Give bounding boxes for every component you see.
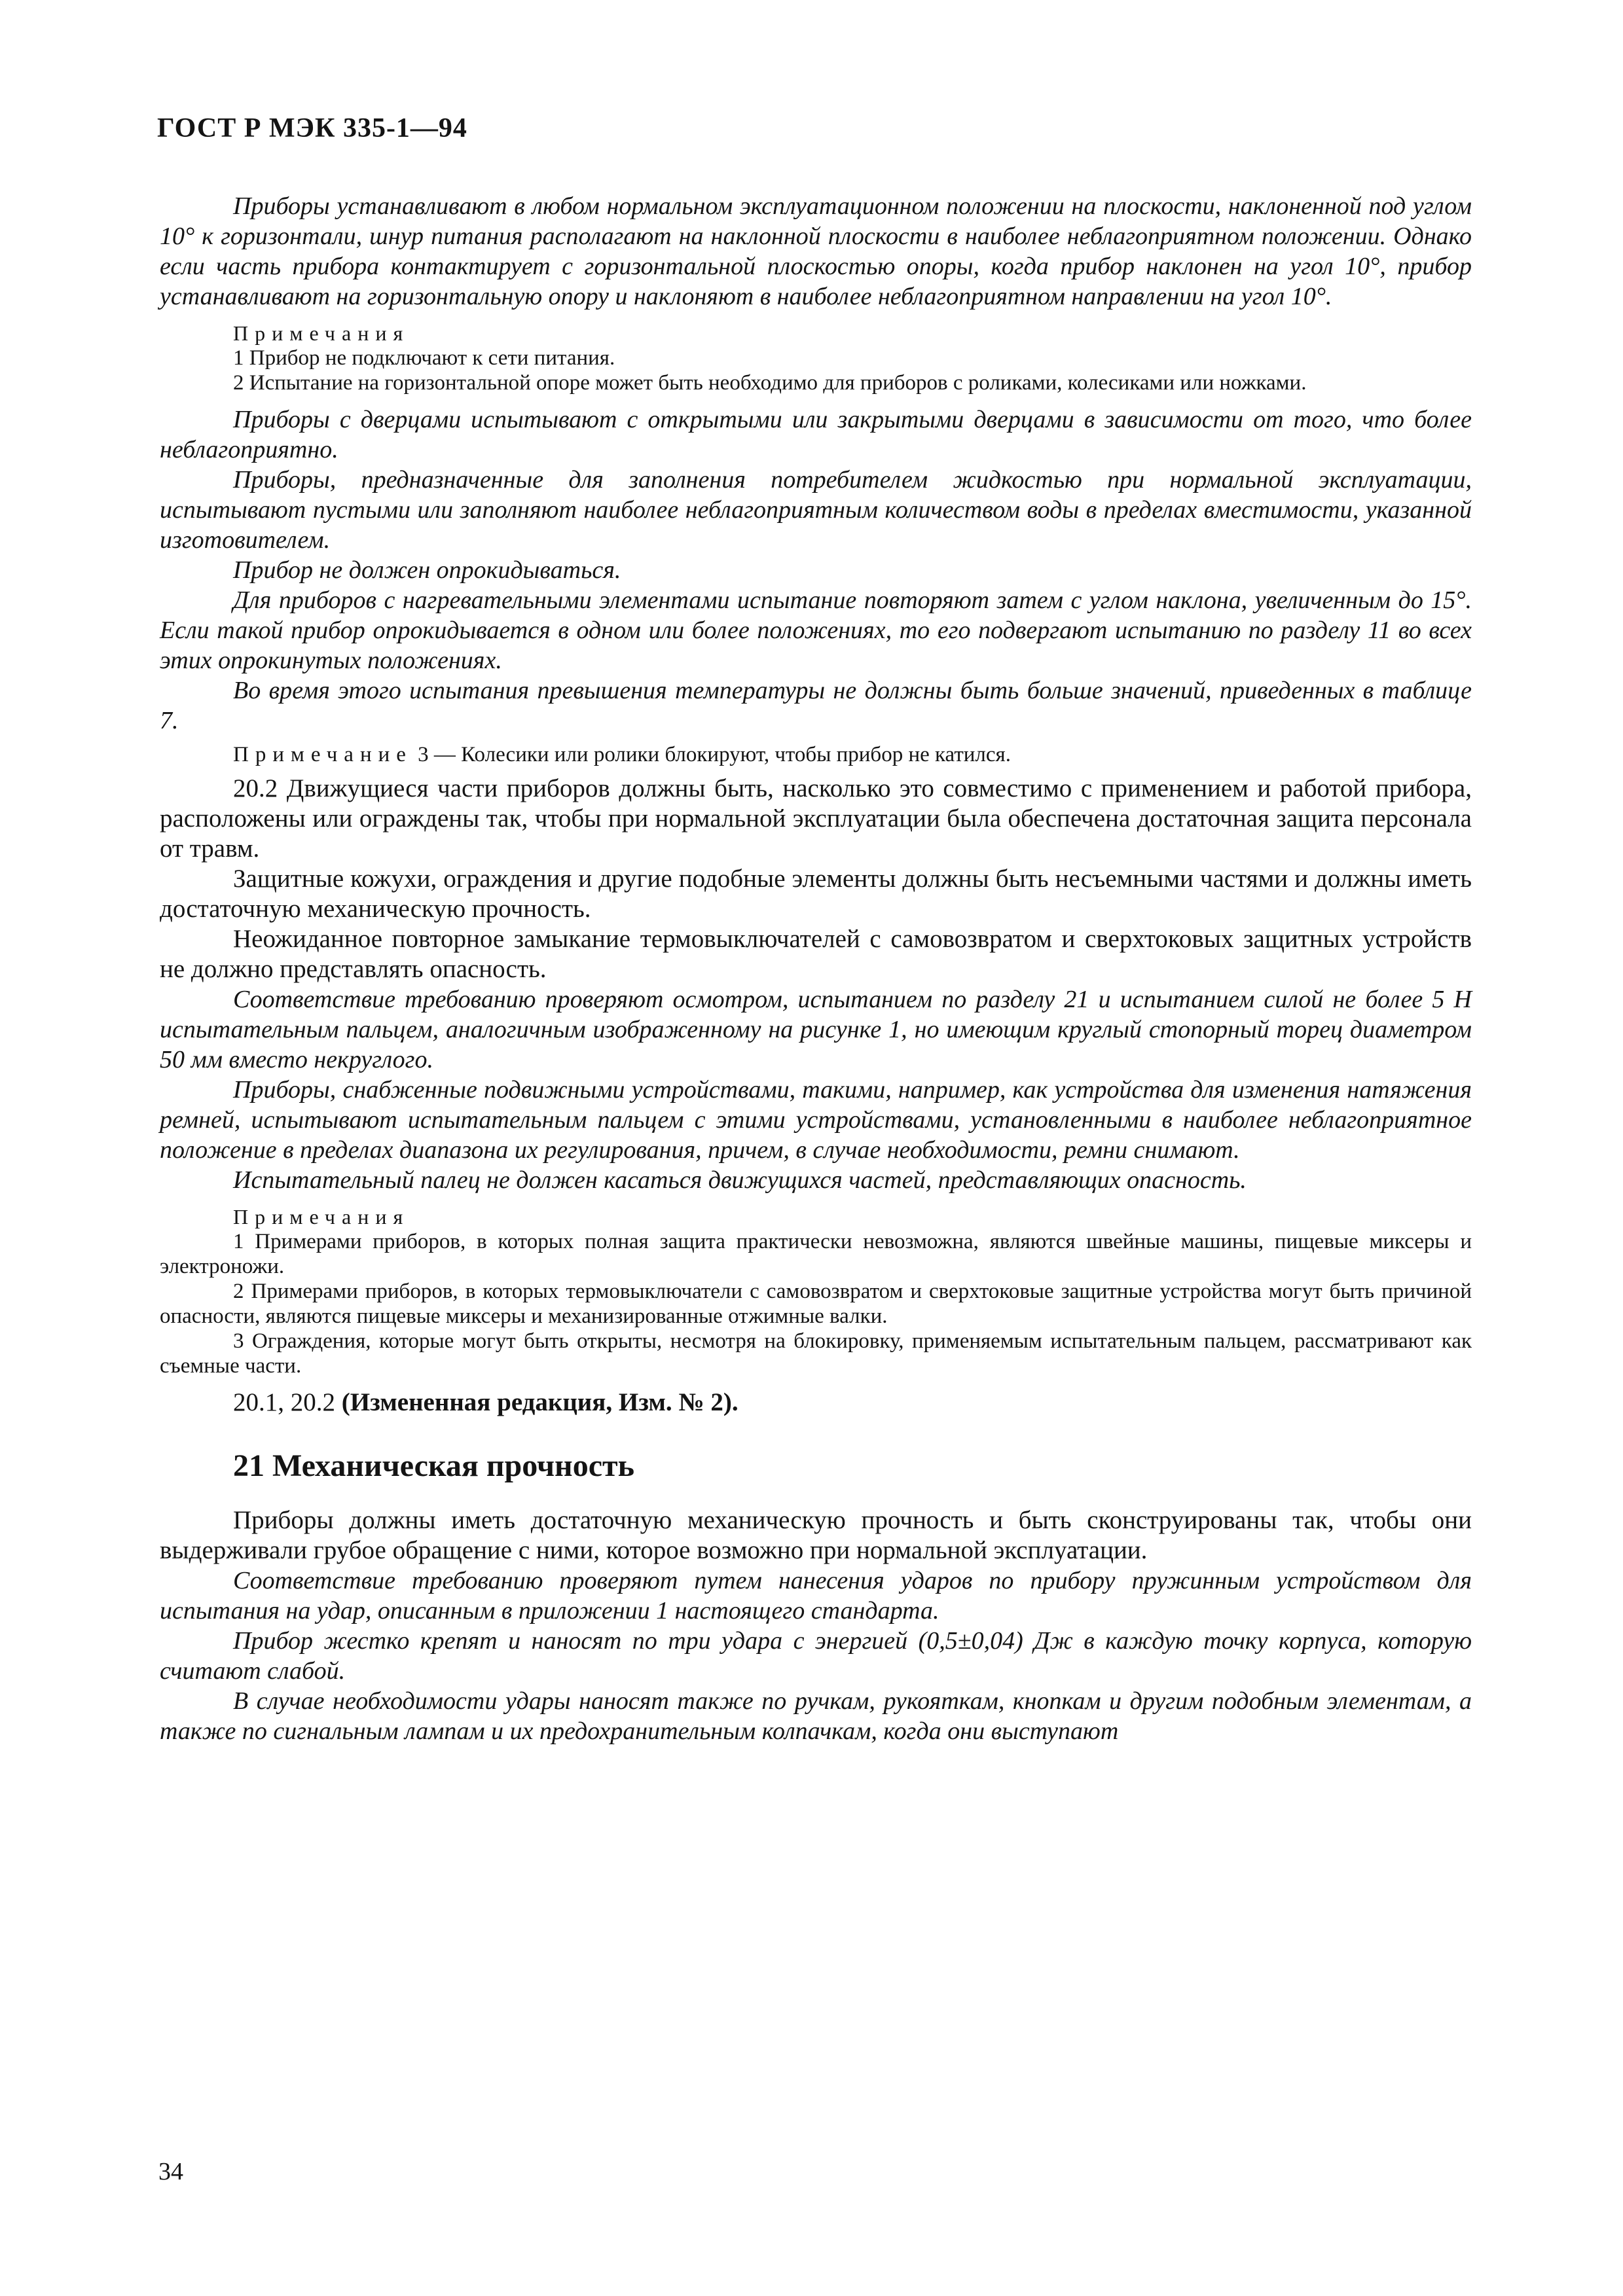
paragraph: Приборы, предназначенные для заполнения потребителем жидкостью при нормальной эксплуатации, испытывают пустыми или заполняют наиболее неблагоприятным количеством воды в пределах вместимости, указанной изготовителем. xyxy=(160,466,1472,554)
paragraph: Неожиданное повторное замыкание термовыключателей с самовозвратом и сверхтоковых защитных устройств не должно представлять опасность. xyxy=(160,925,1472,983)
paragraph: Приборы с дверцами испытывают с открытыми или закрытыми дверцами в зависимости от того, что более неблагоприятно. xyxy=(160,406,1472,463)
note-item: 2 Испытание на горизонтальной опоре может быть необходимо для приборов с роликами, колесиками или ножками. xyxy=(233,371,1307,395)
page-body xyxy=(160,191,1472,1746)
note-item: 2 Примерами приборов, в которых термовыключатели с самовозвратом и сверхтоковые защитные устройства могут быть причиной опасности, являются пищевые миксеры и механизированные отжимные валки. xyxy=(160,1280,1472,1328)
note-item: 3 Ограждения, которые могут быть открыты, несмотря на блокировку, применяемым испытательным пальцем, рассматривают как съемные части. xyxy=(160,1329,1472,1378)
amendment-note xyxy=(160,1388,1472,1418)
paragraph: Соответствие требованию проверяют путем нанесения ударов по прибору пружинным устройством для испытания на удар, описанным в приложении 1 настоящего стандарта. xyxy=(160,1567,1472,1624)
paragraph: Прибор не должен опрокидываться. xyxy=(233,556,621,584)
amendment-prefix: 20.1, 20.2 xyxy=(233,1388,342,1416)
note-item xyxy=(160,742,1472,767)
paragraph: 20.2 Движущиеся части приборов должны быть, насколько это совместимо с применением и работой прибора, расположены или ограждены так, чтобы при нормальной эксплуатации была обеспечена достаточная защита персонала от травм. xyxy=(160,774,1472,863)
page-number: 34 xyxy=(158,2158,183,2185)
paragraph: Испытательный палец не должен касаться движущихся частей, представляющих опасность. xyxy=(233,1166,1247,1194)
paragraph: В случае необходимости удары наносят также по ручкам, рукояткам, кнопкам и другим подобным элементам, а также по сигнальным лампам и их предохранительным колпачкам, когда они выступают xyxy=(160,1687,1472,1745)
paragraph: Во время этого испытания превышения температуры не должны быть больше значений, приведенных в таблице 7. xyxy=(160,677,1472,734)
note-item: 1 Прибор не подключают к сети питания. xyxy=(233,346,615,370)
note-item: 1 Примерами приборов, в которых полная защита практически невозможна, являются швейные машины, пищевые миксеры и электроножи. xyxy=(160,1230,1472,1278)
note-text: 3 — Колесики или ролики блокируют, чтобы прибор не катился. xyxy=(412,743,1011,766)
paragraph: Для приборов с нагревательными элементами испытание повторяют затем с углом наклона, увеличенным до 15°. Если такой прибор опрокидывается в одном или более положениях, то его подвергают испытанию по разделу 11 во всех этих опрокинутых положениях. xyxy=(160,586,1472,674)
paragraph: Приборы устанавливают в любом нормальном эксплуатационном положении на плоскости, наклоненной под углом 10° к горизонтали, шнур питания располагают на наклонной плоскости в наиболее неблагоприятном положении. Однако если часть прибора контактирует с горизонтальной плоскостью опоры, когда прибор наклонен на угол 10°, прибор устанавливают на горизонтальную опору и наклоняют в наиболее неблагоприятном направлении на угол 10°. xyxy=(160,192,1472,310)
paragraph: Приборы должны иметь достаточную механическую прочность и быть сконструированы так, чтобы они выдерживали грубое обращение с ними, которое возможно при нормальной эксплуатации. xyxy=(160,1506,1472,1564)
amendment-text: (Измененная редакция, Изм. № 2). xyxy=(341,1388,739,1416)
paragraph: Приборы, снабженные подвижными устройствами, такими, например, как устройства для изменения натяжения ремней, испытывают испытательным пальцем с этими устройствами, установленными в наиболее неблагоприятное положение в пределах диапазона их регулирования, причем, в случае необходимости, ремни снимают. xyxy=(160,1076,1472,1164)
paragraph: Защитные кожухи, ограждения и другие подобные элементы должны быть несъемными частями и должны иметь достаточную механическую прочность. xyxy=(160,865,1472,923)
section-title: 21 Механическая прочность xyxy=(233,1448,634,1483)
notes-heading: Примечания xyxy=(233,1205,410,1229)
page-header: ГОСТ Р МЭК 335-1—94 xyxy=(157,113,467,143)
notes-heading: Примечания xyxy=(233,321,410,345)
paragraph: Прибор жестко крепят и наносят по три удара с энергией (0,5±0,04) Дж в каждую точку корпуса, которую считают слабой. xyxy=(160,1627,1472,1685)
paragraph: Соответствие требованию проверяют осмотром, испытанием по разделу 21 и испытанием силой не более 5 Н испытательным пальцем, аналогичным изображенному на рисунке 1, но имеющим круглый стопорный торец диаметром 50 мм вместо некруглого. xyxy=(160,986,1472,1073)
note-label: Примечание xyxy=(233,743,412,766)
